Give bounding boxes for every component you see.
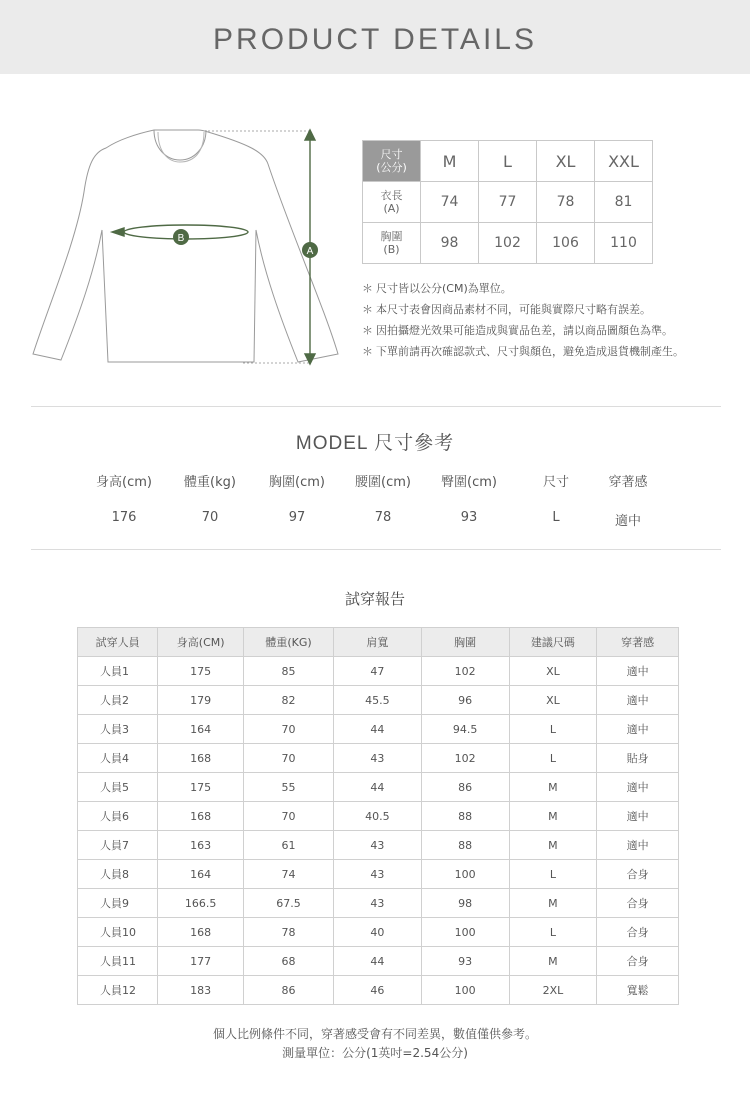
report-column-header: 試穿人員 xyxy=(78,628,158,657)
report-cell: 61 xyxy=(244,831,334,860)
asterisk-icon: ＊ xyxy=(362,303,373,316)
report-cell: 179 xyxy=(158,686,244,715)
tester-name: 人員12 xyxy=(78,976,158,1005)
size-header: M xyxy=(421,141,479,182)
size-value: 78 xyxy=(537,182,595,223)
report-cell: M xyxy=(509,947,597,976)
footer-line-2: 測量單位：公分(1英吋=2.54公分) xyxy=(282,1046,468,1060)
tester-name: 人員6 xyxy=(78,802,158,831)
note-item: ＊ 尺寸皆以公分(CM)為單位。 xyxy=(362,278,684,299)
report-cell: 163 xyxy=(158,831,244,860)
model-header-weight: 體重(kg) xyxy=(184,475,236,490)
report-column-header: 建議尺碼 xyxy=(509,628,597,657)
report-cell: 合身 xyxy=(597,947,679,976)
report-cell: 164 xyxy=(158,715,244,744)
report-cell: L xyxy=(509,860,597,889)
model-value-chest: 97 xyxy=(288,510,306,525)
report-cell: 100 xyxy=(421,860,509,889)
asterisk-icon: ＊ xyxy=(362,324,373,337)
label-a: A xyxy=(306,246,314,257)
report-cell: 合身 xyxy=(597,889,679,918)
report-cell: 44 xyxy=(333,947,421,976)
table-row xyxy=(78,744,679,773)
report-cell: 44 xyxy=(333,715,421,744)
model-header-height: 身高(cm) xyxy=(96,475,152,490)
note-item: ＊ 因拍攝燈光效果可能造成與實品色差，請以商品圖顏色為準。 xyxy=(362,320,684,341)
model-header-hip: 臀圍(cm) xyxy=(441,475,497,490)
report-cell: 98 xyxy=(421,889,509,918)
report-cell: 168 xyxy=(158,918,244,947)
row-label-length: 衣長 (A) xyxy=(363,182,421,223)
report-cell: 70 xyxy=(244,715,334,744)
model-value-size: L xyxy=(552,510,560,525)
report-cell: L xyxy=(509,918,597,947)
report-cell: 82 xyxy=(244,686,334,715)
table-row xyxy=(78,947,679,976)
size-value: 98 xyxy=(421,223,479,264)
report-cell: 合身 xyxy=(597,918,679,947)
report-cell: 43 xyxy=(333,889,421,918)
report-cell: 177 xyxy=(158,947,244,976)
model-value-height: 176 xyxy=(111,510,137,525)
size-header: L xyxy=(479,141,537,182)
model-header-chest: 胸圍(cm) xyxy=(269,475,325,490)
arrow-up-icon xyxy=(305,130,315,140)
table-row xyxy=(78,918,679,947)
report-cell: 適中 xyxy=(597,715,679,744)
report-cell: 175 xyxy=(158,773,244,802)
report-cell: M xyxy=(509,831,597,860)
size-header: XL xyxy=(537,141,595,182)
tester-name: 人員5 xyxy=(78,773,158,802)
report-cell: 86 xyxy=(244,976,334,1005)
report-title: 試穿報告 xyxy=(344,590,405,608)
report-cell: 96 xyxy=(421,686,509,715)
report-cell: 183 xyxy=(158,976,244,1005)
footer-note xyxy=(0,1025,750,1063)
size-table xyxy=(362,140,653,264)
report-cell: 86 xyxy=(421,773,509,802)
report-cell: 寬鬆 xyxy=(597,976,679,1005)
size-table-corner: 尺寸 (公分) xyxy=(363,141,421,182)
report-cell: 164 xyxy=(158,860,244,889)
report-cell: 43 xyxy=(333,860,421,889)
header-band xyxy=(0,0,750,74)
note-item: ＊ 下單前請再次確認款式、尺寸與顏色，避免造成退貨機制產生。 xyxy=(362,341,684,362)
report-cell: 100 xyxy=(421,976,509,1005)
report-cell: XL xyxy=(509,686,597,715)
model-value-fit: 適中 xyxy=(614,514,641,529)
asterisk-icon: ＊ xyxy=(362,345,373,358)
model-value-weight: 70 xyxy=(201,510,219,525)
shirt-outline xyxy=(33,130,338,362)
report-cell: 適中 xyxy=(597,686,679,715)
report-header-row xyxy=(78,628,679,657)
size-value: 106 xyxy=(537,223,595,264)
size-notes xyxy=(362,278,684,362)
report-cell: L xyxy=(509,715,597,744)
garment-diagram xyxy=(28,122,350,372)
divider xyxy=(31,549,721,550)
report-column-header: 胸圍 xyxy=(421,628,509,657)
report-cell: 70 xyxy=(244,802,334,831)
report-cell: 74 xyxy=(244,860,334,889)
footer-line-1: 個人比例條件不同，穿著感受會有不同差異，數值僅供參考。 xyxy=(212,1027,537,1041)
model-value-waist: 78 xyxy=(374,510,392,525)
report-cell: 46 xyxy=(333,976,421,1005)
report-cell: 100 xyxy=(421,918,509,947)
report-cell: 168 xyxy=(158,744,244,773)
report-cell: 44 xyxy=(333,773,421,802)
report-cell: 43 xyxy=(333,831,421,860)
report-cell: 78 xyxy=(244,918,334,947)
model-header-size: 尺寸 xyxy=(542,475,569,490)
tester-name: 人員2 xyxy=(78,686,158,715)
model-section-title: MODEL 尺寸參考 xyxy=(295,433,455,454)
report-cell: XL xyxy=(509,657,597,686)
table-row xyxy=(78,976,679,1005)
report-cell: 93 xyxy=(421,947,509,976)
report-cell: 67.5 xyxy=(244,889,334,918)
tester-name: 人員3 xyxy=(78,715,158,744)
size-value: 102 xyxy=(479,223,537,264)
report-cell: 168 xyxy=(158,802,244,831)
tester-name: 人員9 xyxy=(78,889,158,918)
report-cell: 88 xyxy=(421,831,509,860)
tester-name: 人員1 xyxy=(78,657,158,686)
arrow-left-icon xyxy=(112,228,124,236)
model-header-waist: 腰圍(cm) xyxy=(355,475,411,490)
report-column-header: 體重(KG) xyxy=(244,628,334,657)
table-row xyxy=(78,686,679,715)
report-cell: 55 xyxy=(244,773,334,802)
report-cell: 102 xyxy=(421,744,509,773)
report-cell: 45.5 xyxy=(333,686,421,715)
page-title: PRODUCT DETAILS xyxy=(213,23,537,56)
report-cell: 102 xyxy=(421,657,509,686)
table-row xyxy=(78,860,679,889)
size-value: 77 xyxy=(479,182,537,223)
table-row xyxy=(78,831,679,860)
table-row xyxy=(78,802,679,831)
fitting-report-table xyxy=(77,627,679,1005)
report-column-header: 身高(CM) xyxy=(158,628,244,657)
report-cell: 166.5 xyxy=(158,889,244,918)
report-cell: 合身 xyxy=(597,860,679,889)
size-value: 74 xyxy=(421,182,479,223)
size-header: XXL xyxy=(595,141,653,182)
tester-name: 人員7 xyxy=(78,831,158,860)
report-cell: 70 xyxy=(244,744,334,773)
report-cell: 2XL xyxy=(509,976,597,1005)
table-row xyxy=(78,773,679,802)
tester-name: 人員10 xyxy=(78,918,158,947)
report-cell: 適中 xyxy=(597,831,679,860)
report-cell: L xyxy=(509,744,597,773)
report-cell: 40 xyxy=(333,918,421,947)
report-cell: 85 xyxy=(244,657,334,686)
report-cell: 47 xyxy=(333,657,421,686)
report-cell: 68 xyxy=(244,947,334,976)
report-column-header: 肩寬 xyxy=(333,628,421,657)
report-cell: 88 xyxy=(421,802,509,831)
tester-name: 人員11 xyxy=(78,947,158,976)
row-label-chest: 胸圍 (B) xyxy=(363,223,421,264)
report-cell: 175 xyxy=(158,657,244,686)
model-value-hip: 93 xyxy=(460,510,478,525)
table-row xyxy=(78,715,679,744)
divider xyxy=(31,406,721,407)
report-cell: 適中 xyxy=(597,657,679,686)
size-value: 110 xyxy=(595,223,653,264)
report-cell: 94.5 xyxy=(421,715,509,744)
report-cell: M xyxy=(509,773,597,802)
report-cell: M xyxy=(509,802,597,831)
report-cell: 43 xyxy=(333,744,421,773)
tester-name: 人員8 xyxy=(78,860,158,889)
report-cell: 貼身 xyxy=(597,744,679,773)
report-cell: 適中 xyxy=(597,802,679,831)
note-item: ＊ 本尺寸表會因商品素材不同，可能與實際尺寸略有誤差。 xyxy=(362,299,684,320)
size-value: 81 xyxy=(595,182,653,223)
report-cell: M xyxy=(509,889,597,918)
asterisk-icon: ＊ xyxy=(362,282,373,295)
shirt-neckline xyxy=(154,130,206,160)
table-row xyxy=(78,889,679,918)
tester-name: 人員4 xyxy=(78,744,158,773)
model-header-fit: 穿著感 xyxy=(608,475,648,490)
report-cell: 適中 xyxy=(597,773,679,802)
label-b: B xyxy=(177,233,185,244)
report-cell: 40.5 xyxy=(333,802,421,831)
report-column-header: 穿著感 xyxy=(597,628,679,657)
table-row xyxy=(78,657,679,686)
